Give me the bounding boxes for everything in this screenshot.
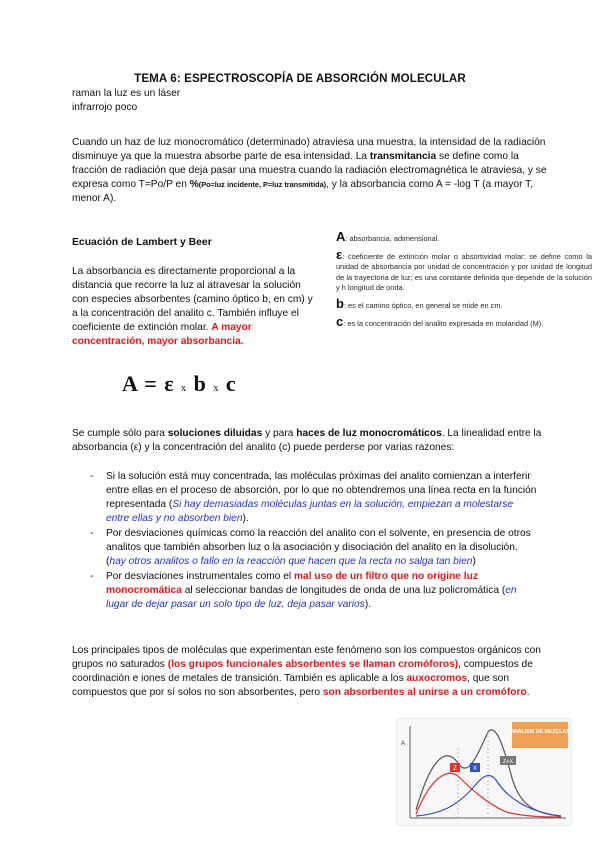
small-note: (Po=luz incidente, P=luz transmitida) bbox=[198, 180, 327, 189]
definition-epsilon bbox=[336, 246, 592, 294]
text: ) bbox=[472, 556, 476, 567]
page-title: TEMA 6: ESPECTROSCOPÍA DE ABSORCIÓN MOLECULAR bbox=[134, 72, 466, 85]
text: al seleccionar bandas de longitudes de onda de una luz policromática ( bbox=[181, 585, 506, 596]
definition-A bbox=[336, 229, 592, 245]
paragraph-cromoforos bbox=[72, 644, 550, 700]
note: hay otros analitos o fallo en la reacción que hacen que la recta no salga tan bien bbox=[109, 556, 473, 567]
definition-text: : coeficiente de extinción molar o absortividad molar: se define como la unidad de absorbancia por unidad de concentración y por unidad de longitud de la trayectoria de luz; es una constante definida que depende de la solución y h longitud de onda. bbox=[336, 251, 592, 293]
mix-label: Z+X bbox=[502, 759, 514, 765]
text: Se cumple sólo para bbox=[72, 428, 168, 439]
text: , y la absorbancia como A = -log T (a mayor T, menor A). bbox=[72, 179, 534, 204]
paragraph-transmitancia bbox=[72, 136, 550, 206]
highlight: son absorbentes al unirse a un cromóforo bbox=[322, 687, 527, 698]
text: ). bbox=[364, 599, 372, 610]
formula-times: x bbox=[213, 383, 220, 394]
figure-label: ANÁLISIS DE MEZCLAS bbox=[510, 729, 570, 735]
highlight: (los grupos funcionales absorbentes se llaman cromóforos) bbox=[167, 659, 459, 670]
note: en lugar de dejar pasar un solo tipo de luz, deja pasar varios bbox=[106, 585, 517, 610]
text: Por desviaciones instrumentales como el bbox=[106, 571, 294, 582]
list-item bbox=[72, 470, 538, 526]
list-item bbox=[72, 570, 538, 612]
text: , compuestos de coordinación e iones de metales de transición. También es aplicable a los bbox=[72, 659, 533, 684]
beer-lambert-formula bbox=[122, 371, 237, 397]
text: se define como la fracción de radiación que deja pasar una muestra cuando la radiación electromagnética le atraviesa, y se expresa como T=Po/P en bbox=[72, 151, 547, 190]
symbol: b bbox=[336, 295, 344, 311]
formula-times: x bbox=[181, 383, 188, 394]
text: Cuando un haz de luz monocromático (determinado) atraviesa una muestra, la intensidad de la radiación disminuye ya que la muestra absorbe parte de esa intensidad. La bbox=[72, 137, 546, 162]
text: , que son compuestos que por sí solos no son absorbentes, pero bbox=[72, 673, 509, 698]
definition-text: : es el camino óptico, en general se mide en cm. bbox=[343, 300, 503, 310]
lambert-description bbox=[72, 265, 320, 349]
term-soluciones-diluidas: soluciones diluidas bbox=[167, 428, 263, 439]
definition-b bbox=[336, 295, 592, 312]
formula-b: b bbox=[193, 371, 207, 396]
list-item bbox=[72, 527, 538, 569]
formula-A: A bbox=[122, 371, 138, 396]
z-label: Z bbox=[453, 766, 457, 772]
text: Los principales tipos de moléculas que experimentan este fenómeno son los compuestos orgánicos con grupos no saturados bbox=[72, 645, 541, 670]
intro-line: raman la luz es un láser bbox=[72, 88, 181, 99]
percent-symbol: % bbox=[189, 179, 199, 190]
definition-text: : es la concentración del analito expresada en molaridad (M). bbox=[343, 318, 544, 328]
term-transmitancia: transmitancia bbox=[369, 151, 437, 162]
x-label: X bbox=[472, 766, 478, 772]
section-heading-lambert-beer: Ecuación de Lambert y Beer bbox=[72, 237, 212, 248]
text: Por desviaciones químicas como la reacción del analito con el solvente, en presencia de otros analitos que también absorben luz o la asociación y disociación del analito en la disolución. ( bbox=[106, 528, 531, 567]
text: Si la solución está muy concentrada, las moléculas próximas del analito comienzan a interferir entre ellas en el proceso de absorción, por lo que no obtendremos una línea recta en la función representada ( bbox=[106, 471, 537, 510]
paragraph-conditions bbox=[72, 427, 550, 455]
deviation-list bbox=[72, 470, 538, 613]
lambert-highlight: A mayor concentración, mayor absorbancia. bbox=[72, 322, 252, 347]
note: Si hay demasiadas moléculas juntas en la solución, empiezan a molestarse entre ellas y no absorben bien bbox=[106, 499, 514, 524]
y-axis-label: A bbox=[401, 741, 406, 747]
text: . La linealidad entre la absorbancia (ε) y la concentración del analito (c) puede perderse por varias razones: bbox=[72, 428, 542, 453]
variable-definitions bbox=[336, 229, 592, 334]
text: . bbox=[526, 687, 530, 698]
text: ). bbox=[242, 513, 249, 524]
term-haces-monocromaticos: haces de luz monocromáticos bbox=[296, 428, 442, 439]
text: y para bbox=[262, 428, 297, 439]
formula-c: c bbox=[225, 371, 237, 396]
formula-epsilon: ε bbox=[164, 371, 175, 396]
symbol: A bbox=[336, 229, 346, 244]
intro-line: infrarrojo poco bbox=[72, 102, 138, 113]
definition-text: : absorbancia, adimensional. bbox=[345, 234, 440, 243]
formula-equals: = bbox=[144, 371, 158, 396]
definition-c bbox=[336, 313, 592, 330]
lambert-text: La absorbancia es directamente proporcional a la distancia que recorre la luz al atravesar la solución con especies absorbentes (camino óptico b, en cm) y a la concentración del analito c. También influye el coeficiente de extinción molar. bbox=[72, 266, 313, 333]
figure-label-box bbox=[512, 722, 568, 748]
highlight: mal uso de un filtro que no origine luz monocromática bbox=[106, 571, 478, 596]
symbol: c bbox=[336, 313, 344, 329]
mixture-absorption-figure bbox=[396, 718, 572, 826]
highlight: auxocromos bbox=[406, 673, 468, 684]
intro-notes bbox=[72, 87, 180, 115]
symbol: ε bbox=[336, 246, 343, 262]
